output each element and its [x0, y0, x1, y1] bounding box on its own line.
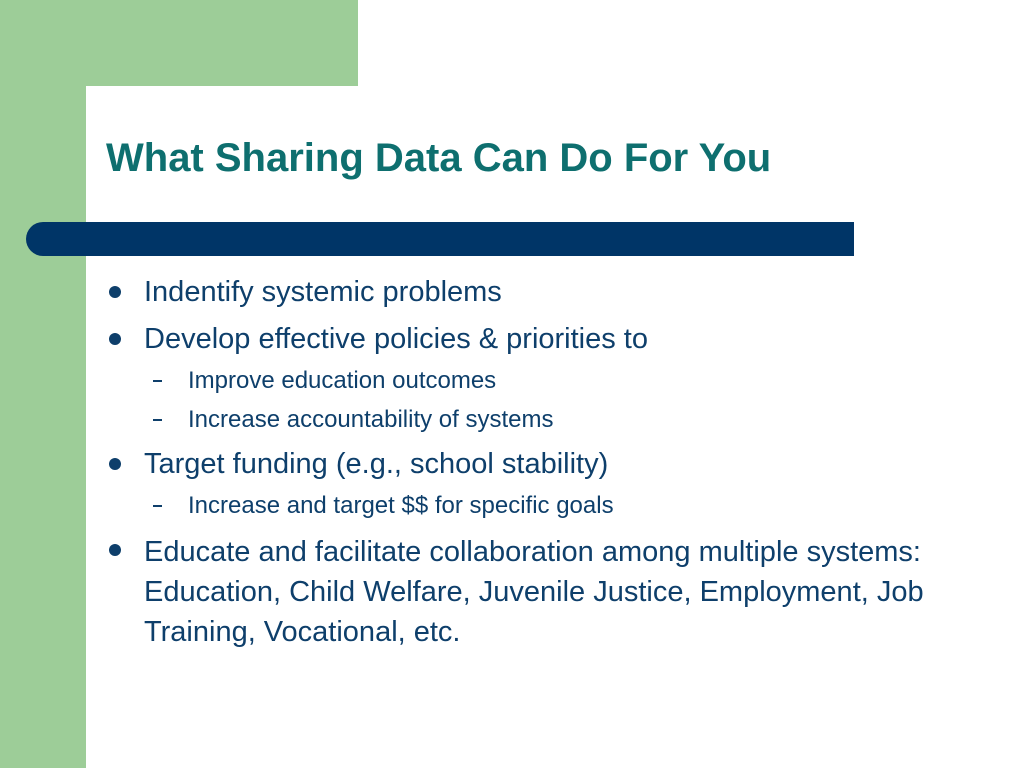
- green-top-decoration: [0, 0, 358, 86]
- bullet-dot-icon: [109, 544, 121, 556]
- sub-bullet-text: Increase accountability of systems: [188, 406, 554, 433]
- dash-icon: [153, 505, 162, 507]
- bullet-dot-icon: [109, 286, 121, 298]
- sub-bullet-item: [106, 405, 1006, 435]
- bullet-item: [106, 321, 1006, 357]
- bullet-item: [106, 532, 1006, 652]
- sub-bullet-item: [106, 366, 1006, 396]
- bullet-text: Develop effective policies & priorities to: [144, 323, 648, 355]
- dash-icon: [153, 380, 162, 382]
- bullet-item: [106, 446, 1006, 482]
- bullet-list: [106, 274, 1006, 663]
- bullet-text: Educate and facilitate collaboration among multiple systems: Education, Child Welfare, Juvenile Justice, Employment, Job Training, Vocational, etc.: [144, 536, 924, 648]
- bullet-text: Target funding (e.g., school stability): [144, 448, 609, 480]
- slide-title: What Sharing Data Can Do For You: [106, 136, 772, 180]
- bullet-item: [106, 274, 1006, 310]
- bullet-dot-icon: [109, 333, 121, 345]
- sub-bullet-text: Improve education outcomes: [188, 367, 497, 394]
- dash-icon: [153, 419, 162, 421]
- bullet-text: Indentify systemic problems: [144, 276, 502, 308]
- green-sidebar-decoration: [0, 0, 86, 768]
- navy-divider-bar: [26, 222, 854, 256]
- bullet-dot-icon: [109, 458, 121, 470]
- sub-bullet-text: Increase and target $$ for specific goals: [188, 492, 614, 519]
- sub-bullet-item: [106, 491, 1006, 521]
